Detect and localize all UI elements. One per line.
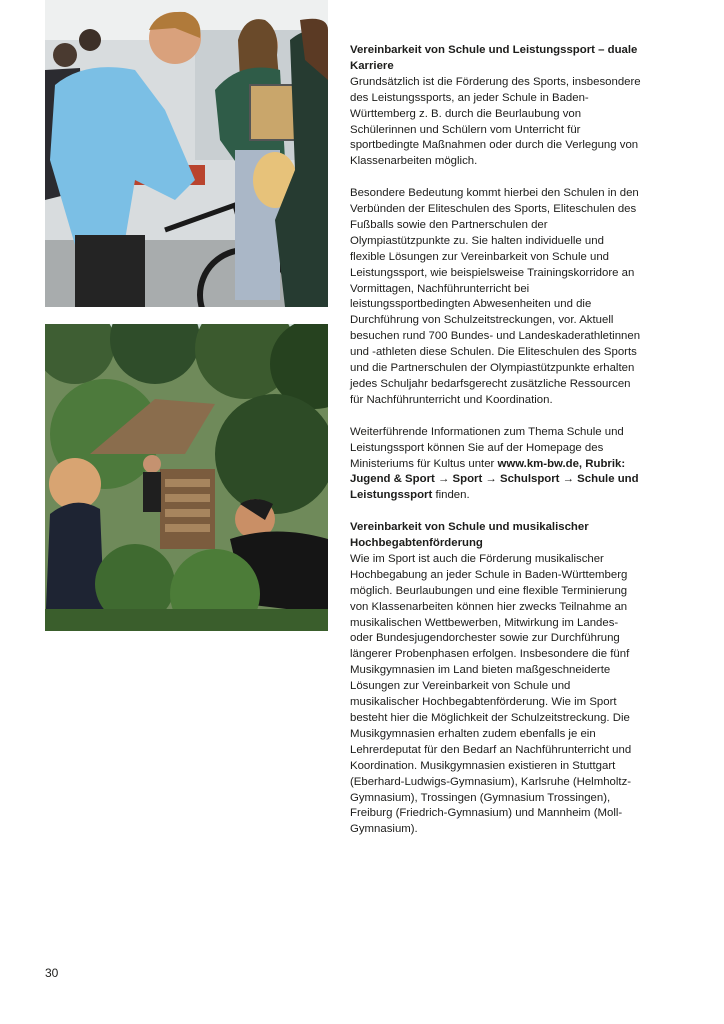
paragraph-text: finden. <box>432 489 470 502</box>
paragraph-text: Weiterführende Informationen zum Thema Schule und Leistungssport können Sie auf der Homepage des Ministeriums für Kultus unter <box>350 425 624 470</box>
paragraph: Wie im Sport ist auch die Förderung musikalischer Hochbegabung an jeder Schule in Baden-Württemberg möglich. Beurlaubungen und eine flexible Terminierung von Klassenarbeiten können hier zwecks Teilnahme an musikalischen Wettbewerben, Mitwirkung im Landes- oder Bundesjugendorchester sowie zur Durchführung längerer Probenphasen erfolgen. Insbesondere die fünf Musikgymnasien im Land bieten maßgeschneiderte Lösungen zur Vereinbarkeit von Schule und musikalischer Hochbegabtenförderung. Wie im Sport besteht hier die Möglichkeit der Schulzeitstreckung. Die Musikgymnasien erhalten zudem ebenfalls je ein Lehrerdeputat für den Bedarf an Nachführunterricht und Koordination. Musikgymnasien existieren in Stuttgart (Eberhard-Ludwigs-Gymnasium), Karlsruhe (Helmholtz-Gymnasium), Trossingen (Gymnasium Trossingen), Freiburg (Friedrich-Gymnasium) und Mannheim (Moll-Gymnasium). <box>350 552 632 836</box>
article-text-column <box>350 43 642 854</box>
classroom-bicycle-photo <box>45 0 328 307</box>
paragraph-info-link <box>350 425 642 505</box>
heading-musikalische-hochbegabung: Vereinbarkeit von Schule und musikalischer Hochbegabtenförderung <box>350 521 589 550</box>
page-number: 30 <box>45 966 59 980</box>
paragraph: Grundsätzlich ist die Förderung des Sports, insbesondere des Leistungssports, an jeder Schule in Baden-Württemberg z. B. durch die Beurlaubung von Schülerinnen und Schülern vom Unterricht für sportbedingte Maßnahmen oder durch die Verlegung von Klassenarbeiten möglich. <box>350 75 641 168</box>
heading-leistungssport: Vereinbarkeit von Schule und Leistungssport – duale Karriere <box>350 44 638 72</box>
km-bw-link[interactable]: www.km-bw.de, Rubrik: Jugend & Sport → Sport → Schulsport → Schule und Leistungssport <box>350 457 639 502</box>
garden-insect-hotel-photo <box>45 324 328 631</box>
paragraph: Besondere Bedeutung kommt hierbei den Schulen in den Verbünden der Eliteschulen des Sports, Eliteschulen des Fußballs sowie den Partnerschulen der Olympiastützpunkte zu. Sie halten individuelle und flexible Lösungen zur Vereinbarkeit von Schule und Leistungssport, wie beispielsweise Trainingskorridore an Vormittagen, Nachführunterricht bei leistungssportbedingten Abwesenheiten und die Durchführung von Schulzeitstreckungen, vor. Aktuell besuchen rund 700 Bundes- und Landeskaderathletinnen und -athleten diese Schulen. Die Eliteschulen des Sports und die Partnerschulen der Olympiastützpunkte erhalten jedes Schuljahr bedarfsgerecht zusätzliche Ressourcen für Nachführunterricht und Koordination. <box>350 187 641 406</box>
